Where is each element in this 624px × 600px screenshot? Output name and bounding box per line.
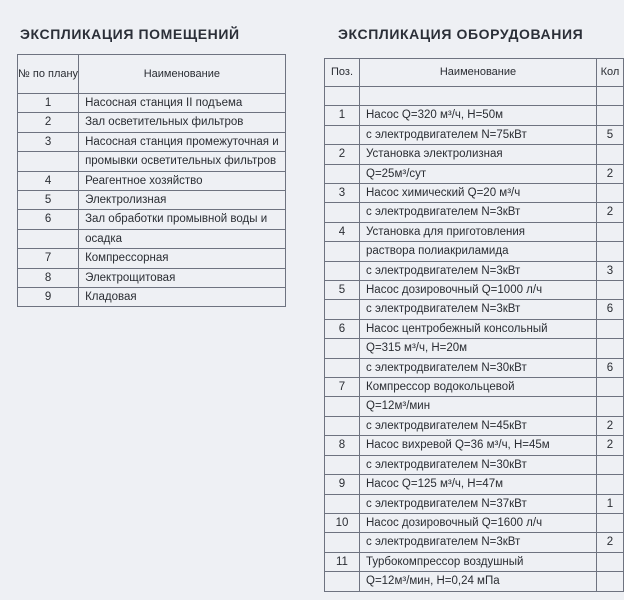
equipment-qty xyxy=(597,145,624,164)
table-row xyxy=(325,242,624,261)
equipment-name: с электродвигателем N=37кВт xyxy=(360,494,597,513)
equipment-pos xyxy=(325,533,360,552)
table-row xyxy=(325,300,624,319)
table-row xyxy=(325,339,624,358)
equipment-qty: 1 xyxy=(597,494,624,513)
equipment-name: Турбокомпрессор воздушный xyxy=(360,552,597,571)
equipment-pos xyxy=(325,242,360,261)
equipment-pos xyxy=(325,164,360,183)
room-number: 3 xyxy=(18,132,79,151)
equipment-qty xyxy=(597,572,624,591)
equipment-name: Компрессор водокольцевой xyxy=(360,378,597,397)
room-number: 8 xyxy=(18,268,79,287)
equipment-header-row xyxy=(325,59,624,87)
room-number: 4 xyxy=(18,171,79,190)
equipment-body xyxy=(325,87,624,592)
equipment-pos: 6 xyxy=(325,319,360,338)
equipment-pos: 9 xyxy=(325,475,360,494)
equipment-name: Установка для приготовления xyxy=(360,222,597,241)
rooms-header-name: Наименование xyxy=(79,55,286,94)
equipment-name: Насос дозировочный Q=1600 л/ч xyxy=(360,513,597,532)
equipment-name: с электродвигателем N=3кВт xyxy=(360,300,597,319)
equipment-pos: 5 xyxy=(325,281,360,300)
table-row xyxy=(325,475,624,494)
equipment-name: с электродвигателем N=30кВт xyxy=(360,358,597,377)
room-number xyxy=(18,229,79,248)
equipment-name: с электродвигателем N=75кВт xyxy=(360,125,597,144)
equipment-name: Q=315 м³/ч, H=20м xyxy=(360,339,597,358)
equipment-qty xyxy=(597,87,624,106)
room-name: промывки осветительных фильтров xyxy=(79,152,286,171)
equipment-pos: 8 xyxy=(325,436,360,455)
room-name: осадка xyxy=(79,229,286,248)
equipment-name: Насос химический Q=20 м³/ч xyxy=(360,184,597,203)
equipment-pos xyxy=(325,125,360,144)
equipment-name: Насос центробежный консольный xyxy=(360,319,597,338)
equipment-qty: 2 xyxy=(597,436,624,455)
table-row xyxy=(325,222,624,241)
table-row xyxy=(18,210,286,229)
equipment-table xyxy=(324,58,624,592)
table-row xyxy=(325,552,624,571)
equipment-pos: 4 xyxy=(325,222,360,241)
equipment-qty xyxy=(597,242,624,261)
table-row xyxy=(325,281,624,300)
equipment-name: с электродвигателем N=3кВт xyxy=(360,261,597,280)
equipment-header-qty: Кол xyxy=(597,59,624,87)
table-row xyxy=(325,572,624,591)
table-row xyxy=(325,145,624,164)
equipment-pos xyxy=(325,416,360,435)
room-number: 7 xyxy=(18,249,79,268)
table-row xyxy=(325,533,624,552)
equipment-name: с электродвигателем N=45кВт xyxy=(360,416,597,435)
equipment-qty: 2 xyxy=(597,203,624,222)
equipment-name: с электродвигателем N=3кВт xyxy=(360,203,597,222)
table-row xyxy=(18,288,286,307)
equipment-qty xyxy=(597,378,624,397)
equipment-pos xyxy=(325,203,360,222)
table-row xyxy=(325,494,624,513)
table-row xyxy=(18,113,286,132)
table-row xyxy=(325,319,624,338)
table-row xyxy=(18,249,286,268)
room-number: 6 xyxy=(18,210,79,229)
equipment-qty xyxy=(597,222,624,241)
equipment-name: Насос вихревой Q=36 м³/ч, H=45м xyxy=(360,436,597,455)
table-row xyxy=(325,261,624,280)
table-row xyxy=(325,358,624,377)
table-row xyxy=(325,416,624,435)
equipment-pos: 10 xyxy=(325,513,360,532)
table-row xyxy=(18,132,286,151)
room-number xyxy=(18,152,79,171)
equipment-name: Q=25м³/сут xyxy=(360,164,597,183)
equipment-name: Насос Q=320 м³/ч, H=50м xyxy=(360,106,597,125)
equipment-qty: 2 xyxy=(597,416,624,435)
room-name: Компрессорная xyxy=(79,249,286,268)
equipment-qty xyxy=(597,552,624,571)
equipment-qty: 2 xyxy=(597,164,624,183)
equipment-qty xyxy=(597,319,624,338)
equipment-pos xyxy=(325,261,360,280)
equipment-pos xyxy=(325,87,360,106)
equipment-name: Насос дозировочный Q=1000 л/ч xyxy=(360,281,597,300)
room-name: Кладовая xyxy=(79,288,286,307)
table-row xyxy=(325,397,624,416)
equipment-qty xyxy=(597,513,624,532)
table-row xyxy=(18,268,286,287)
equipment-pos xyxy=(325,397,360,416)
equipment-qty: 3 xyxy=(597,261,624,280)
room-name: Насосная станция промежуточная и xyxy=(79,132,286,151)
room-name: Электролизная xyxy=(79,191,286,210)
equipment-qty xyxy=(597,106,624,125)
equipment-qty: 6 xyxy=(597,300,624,319)
table-row xyxy=(18,171,286,190)
equipment-name: с электродвигателем N=30кВт xyxy=(360,455,597,474)
table-row xyxy=(18,191,286,210)
equipment-name: Q=12м³/мин xyxy=(360,397,597,416)
equipment-qty xyxy=(597,397,624,416)
equipment-name: Q=12м³/мин, H=0,24 мПа xyxy=(360,572,597,591)
equipment-pos: 7 xyxy=(325,378,360,397)
rooms-title: ЭКСПЛИКАЦИЯ ПОМЕЩЕНИЙ xyxy=(20,26,240,42)
equipment-pos xyxy=(325,358,360,377)
equipment-qty xyxy=(597,339,624,358)
room-name: Электрощитовая xyxy=(79,268,286,287)
rooms-body xyxy=(18,94,286,307)
equipment-qty xyxy=(597,184,624,203)
equipment-qty xyxy=(597,281,624,300)
table-row xyxy=(325,87,624,106)
equipment-pos: 11 xyxy=(325,552,360,571)
room-name: Зал обработки промывной воды и xyxy=(79,210,286,229)
table-row xyxy=(325,184,624,203)
room-name: Зал осветительных фильтров xyxy=(79,113,286,132)
table-row xyxy=(325,513,624,532)
equipment-qty: 2 xyxy=(597,533,624,552)
equipment-header-name: Наименование xyxy=(360,59,597,87)
equipment-title: ЭКСПЛИКАЦИЯ ОБОРУДОВАНИЯ xyxy=(338,26,584,42)
room-number: 1 xyxy=(18,94,79,113)
equipment-pos: 2 xyxy=(325,145,360,164)
equipment-qty xyxy=(597,455,624,474)
rooms-table xyxy=(17,54,286,307)
table-row xyxy=(325,378,624,397)
table-row xyxy=(325,125,624,144)
rooms-header-row xyxy=(18,55,286,94)
equipment-name xyxy=(360,87,597,106)
equipment-qty: 6 xyxy=(597,358,624,377)
equipment-pos: 1 xyxy=(325,106,360,125)
table-row xyxy=(325,455,624,474)
table-row xyxy=(325,203,624,222)
equipment-pos xyxy=(325,572,360,591)
equipment-qty: 5 xyxy=(597,125,624,144)
equipment-pos xyxy=(325,455,360,474)
equipment-pos xyxy=(325,300,360,319)
table-row xyxy=(325,106,624,125)
equipment-pos: 3 xyxy=(325,184,360,203)
rooms-header-num: № по плану xyxy=(18,55,79,94)
room-name: Реагентное хозяйство xyxy=(79,171,286,190)
equipment-name: Установка электролизная xyxy=(360,145,597,164)
equipment-pos xyxy=(325,339,360,358)
room-number: 9 xyxy=(18,288,79,307)
table-row xyxy=(18,94,286,113)
table-row xyxy=(325,436,624,455)
equipment-header-pos: Поз. xyxy=(325,59,360,87)
table-row xyxy=(18,152,286,171)
equipment-pos xyxy=(325,494,360,513)
table-row xyxy=(18,229,286,248)
room-number: 2 xyxy=(18,113,79,132)
equipment-name: с электродвигателем N=3кВт xyxy=(360,533,597,552)
equipment-name: Насос Q=125 м³/ч, H=47м xyxy=(360,475,597,494)
table-row xyxy=(325,164,624,183)
room-name: Насосная станция II подъема xyxy=(79,94,286,113)
room-number: 5 xyxy=(18,191,79,210)
equipment-qty xyxy=(597,475,624,494)
equipment-name: раствора полиакриламида xyxy=(360,242,597,261)
